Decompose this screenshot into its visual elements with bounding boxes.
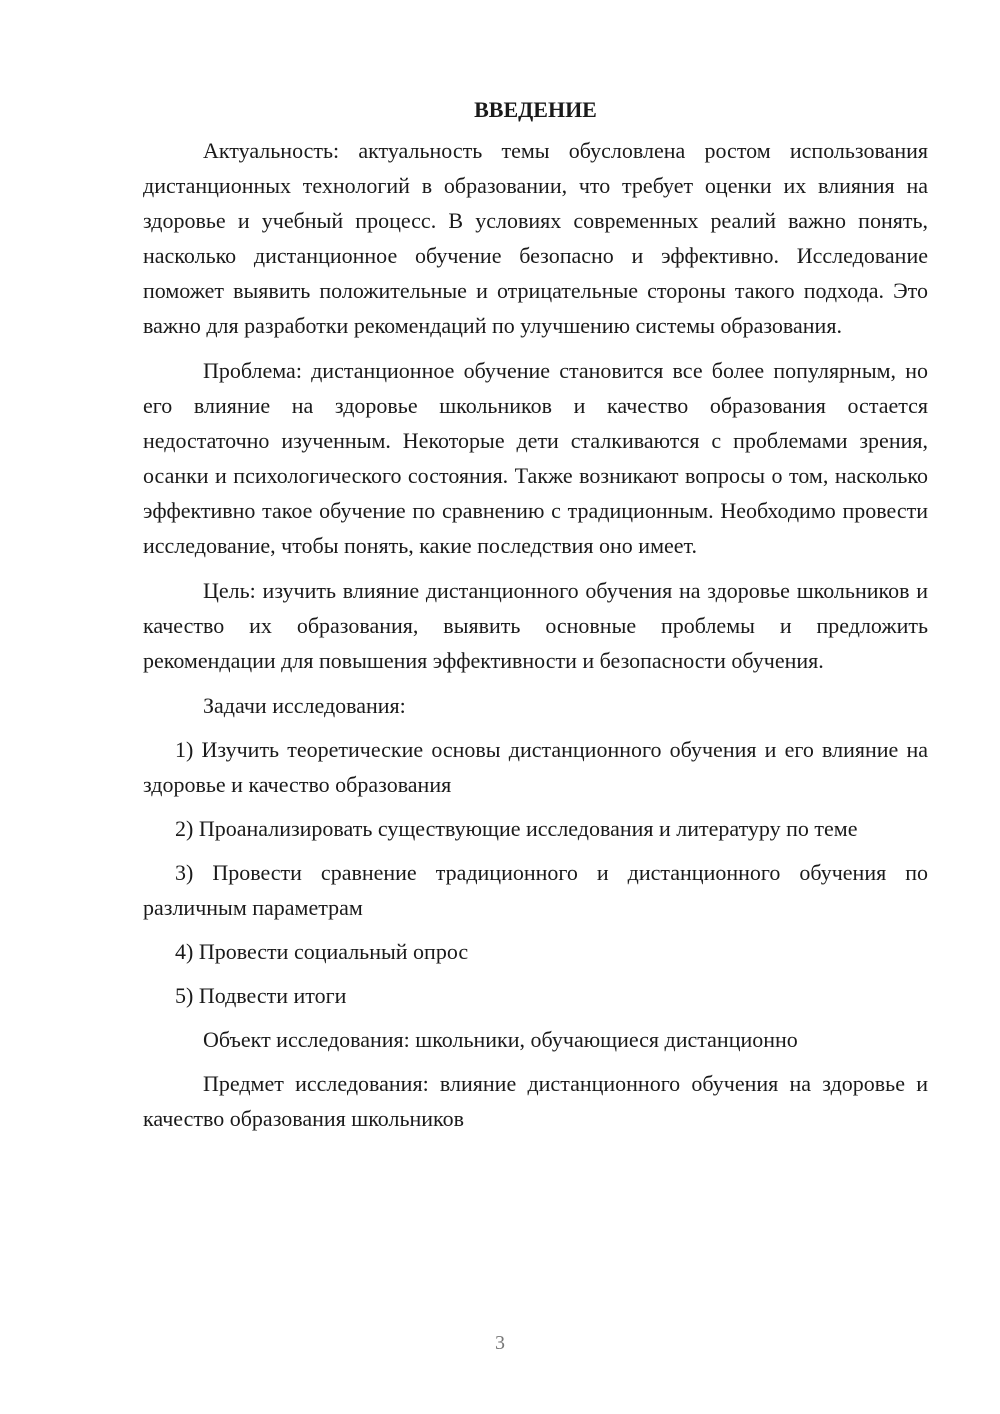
paragraph-relevance: Актуальность: актуальность темы обусловлена ростом использования дистанционных технологий в образовании, что требует оценки их влияния на здоровье и учебный процесс. В условиях современных реалий важно понять, насколько дистанционное обучение безопасно и эффективно. Исследование поможет выявить положительные и отрицательные стороны такого подхода. Это важно для разработки рекомендаций по улучшению системы образования. [143,138,928,338]
paragraph-object: Объект исследования: школьники, обучающиеся дистанционно [203,1027,798,1052]
task-item-4: 4) Провести социальный опрос [175,939,469,964]
section-title: ВВЕДЕНИЕ [474,97,597,122]
task-item-1: 1) Изучить теоретические основы дистанционного обучения и его влияние на здоровье и качество образования [143,737,928,797]
task-item-3: 3) Провести сравнение традиционного и дистанционного обучения по различным параметрам [143,860,928,920]
task-item-5: 5) Подвести итоги [175,983,347,1008]
page-number: 3 [495,1332,505,1354]
paragraph-problem: Проблема: дистанционное обучение становится все более популярным, но его влияние на здоровье школьников и качество образования остается недостаточно изученным. Некоторые дети сталкиваются с проблемами зрения, осанки и психологического состояния. Также возникают вопросы о том, насколько эффективно такое обучение по сравнению с традиционным. Необходимо провести исследование, чтобы понять, какие последствия оно имеет. [143,358,928,558]
document-body [143,92,928,1136]
paragraph-goal: Цель: изучить влияние дистанционного обучения на здоровье школьников и качество их образования, выявить основные проблемы и предложить рекомендации для повышения эффективности и безопасности обучения. [143,578,928,673]
task-item-2: 2) Проанализировать существующие исследования и литературу по теме [175,816,858,841]
tasks-heading: Задачи исследования: [203,693,406,718]
paragraph-subject: Предмет исследования: влияние дистанционного обучения на здоровье и качество образования школьников [143,1071,928,1131]
